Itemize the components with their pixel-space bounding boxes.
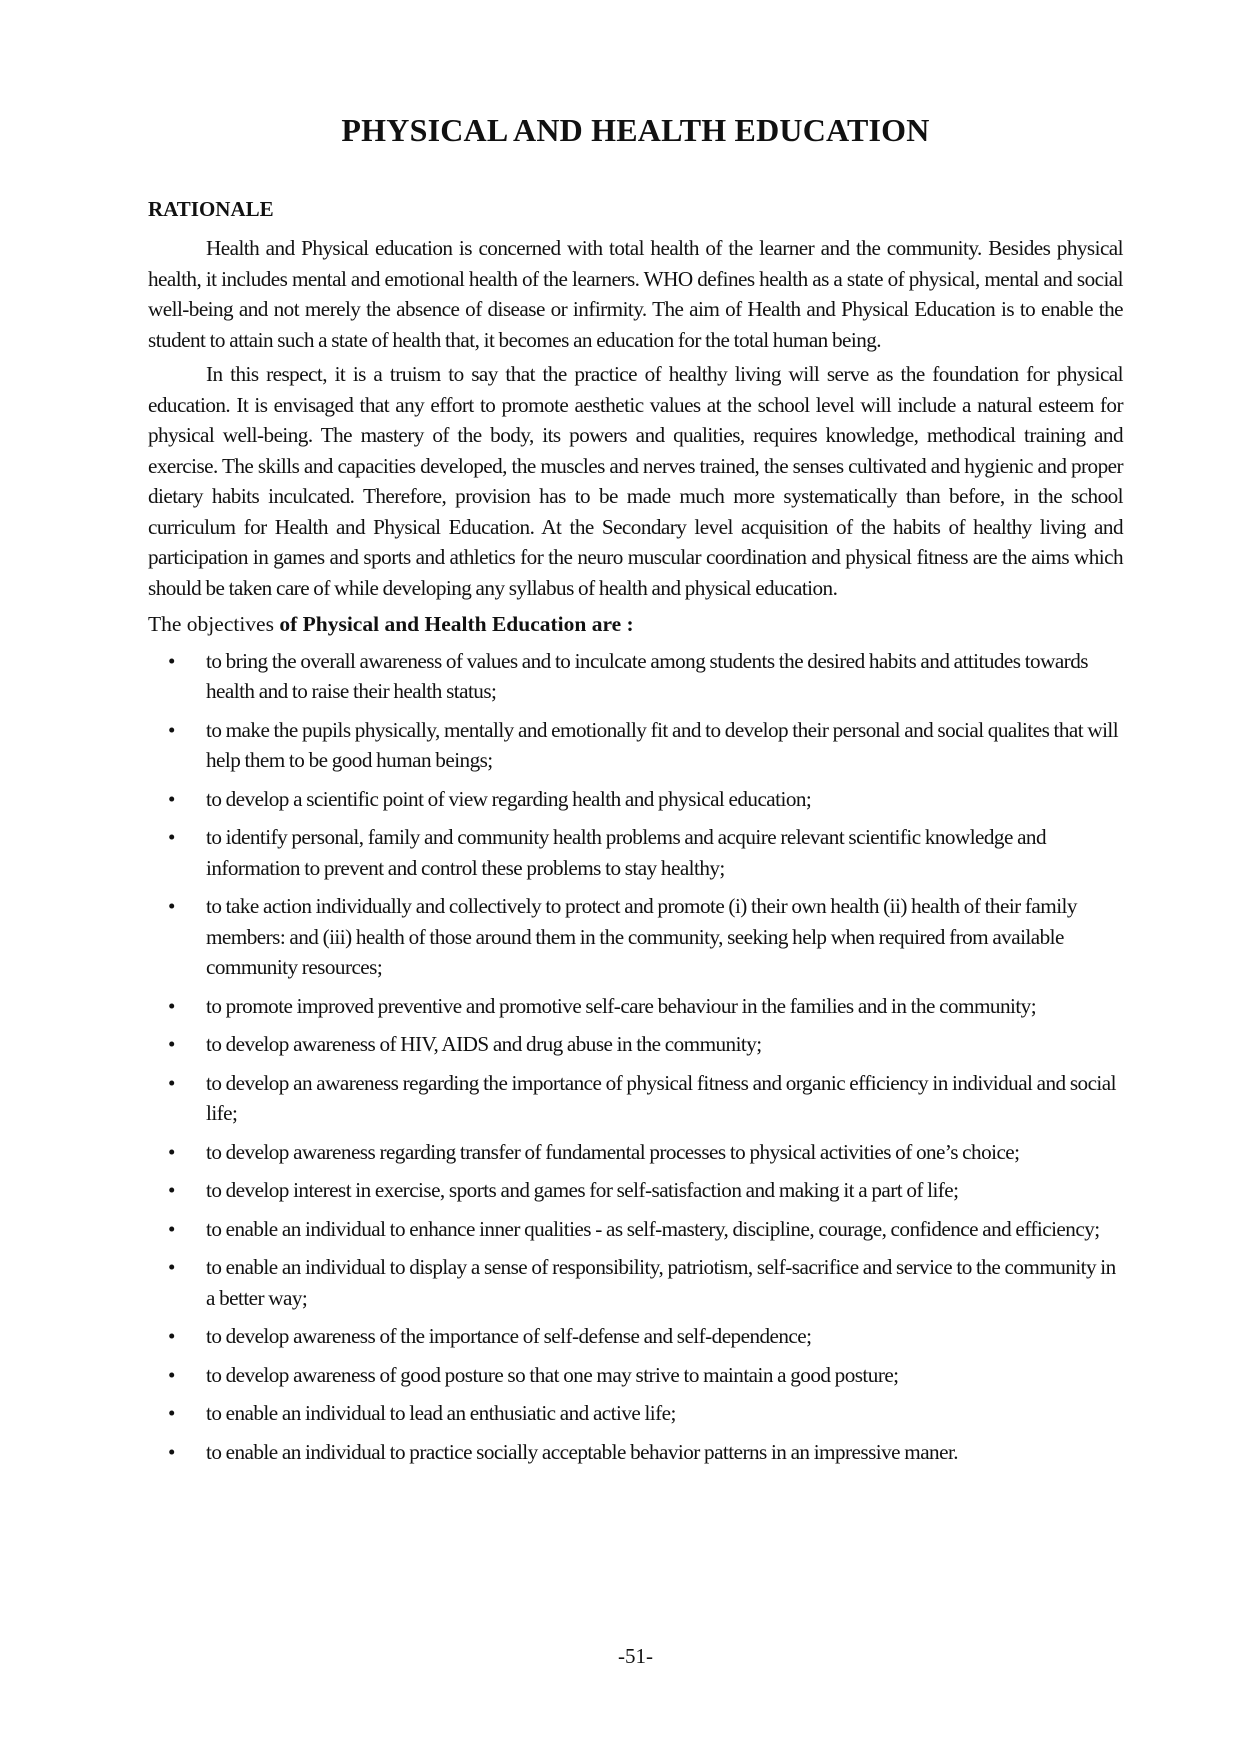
objective-text: to develop awareness regarding transfer of fundamental processes to physical activities of one’s choice; — [206, 1139, 1020, 1164]
bullet-icon: • — [168, 1401, 175, 1425]
bullet-icon: • — [168, 1032, 175, 1056]
objective-text: to take action individually and collectively to protect and promote (i) their own health (ii) health of their family members: and (iii) health of those around them in the community, seeking help when required from available community resources; — [206, 894, 1077, 979]
objective-item — [148, 1175, 1123, 1206]
bullet-icon: • — [168, 894, 175, 918]
objective-text: to promote improved preventive and promotive self-care behaviour in the families and in the community; — [206, 993, 1037, 1018]
bullet-icon: • — [168, 1216, 175, 1241]
objective-text: to develop a scientific point of view regarding health and physical education; — [206, 786, 812, 811]
rationale-paragraph-2: In this respect, it is a truism to say that the practice of healthy living will serve as the foundation for physical education. It is envisaged that any effort to promote aesthetic values at the school level will include a natural esteem for physical well-being. The mastery of the body, its powers and qualities, requires knowledge, methodical training and exercise. The skills and capacities developed, the muscles and nerves trained, the senses cultivated and hygienic and proper dietary habits inculcated. Therefore, provision has to be made much more systematically than before, in the school curriculum for Health and Physical Education. At the Secondary level acquisition of the habits of healthy living and participation in games and sports and athletics for the neuro muscular coordination and physical fitness are the aims which should be taken care of while developing any syllabus of health and physical education. — [148, 362, 1123, 600]
objective-text: to bring the overall awareness of values and to inculcate among students the desired habits and attitudes towards health and to raise their health status; — [206, 648, 1088, 703]
page-number: -51- — [618, 1644, 653, 1668]
bullet-icon: • — [168, 825, 175, 849]
objective-item — [148, 891, 1123, 983]
rationale-body — [148, 233, 1123, 1475]
objectives-intro-bold: of Physical and Health Education are : — [279, 612, 634, 636]
objective-text: to enable an individual to practice socially acceptable behavior patterns in an impressive maner. — [206, 1439, 959, 1464]
objective-item — [148, 646, 1123, 707]
objective-text: to enable an individual to display a sense of responsibility, patriotism, self-sacrifice and service to the community in a better way; — [206, 1255, 1116, 1310]
objective-text: to make the pupils physically, mentally and emotionally fit and to develop their personal and social qualites that will help them to be good human beings; — [206, 717, 1119, 772]
objective-text: to develop an awareness regarding the importance of physical fitness and organic efficiency in individual and social life; — [206, 1070, 1116, 1125]
objectives-intro — [148, 609, 1123, 640]
page-title: PHYSICAL AND HEALTH EDUCATION — [341, 112, 930, 148]
bullet-icon: • — [168, 1255, 175, 1279]
bullet-icon: • — [168, 1439, 175, 1464]
objective-item — [148, 1029, 1123, 1060]
objective-item — [148, 1398, 1123, 1429]
objective-item — [148, 822, 1123, 883]
bullet-icon: • — [168, 717, 175, 742]
bullet-icon: • — [168, 1324, 175, 1348]
objective-item — [148, 1068, 1123, 1129]
objective-item — [148, 1214, 1123, 1245]
objective-text: to develop interest in exercise, sports and games for self-satisfaction and making it a part of life; — [206, 1178, 959, 1202]
objective-item — [148, 1252, 1123, 1313]
objective-item — [148, 991, 1123, 1022]
rationale-paragraph-1: Health and Physical education is concerned with total health of the learner and the community. Besides physical health, it includes mental and emotional health of the learners. WHO defines health as a state of physical, mental and social well-being and not merely the absence of disease or infirmity. The aim of Health and Physical Education is to enable the student to attain such a state of health that, it becomes an education for the total human being. — [148, 236, 1123, 352]
bullet-icon: • — [168, 1362, 175, 1387]
objective-item — [148, 1137, 1123, 1168]
objectives-list — [148, 646, 1123, 1468]
objective-item — [148, 1437, 1123, 1468]
objective-item — [148, 715, 1123, 776]
objective-text: to develop awareness of the importance of self-defense and self-dependence; — [206, 1324, 812, 1348]
bullet-icon: • — [168, 993, 175, 1018]
objective-text: to develop awareness of good posture so that one may strive to maintain a good posture; — [206, 1362, 899, 1387]
objective-item — [148, 784, 1123, 815]
objective-item — [148, 1321, 1123, 1352]
bullet-icon: • — [168, 1139, 175, 1164]
bullet-icon: • — [168, 1070, 175, 1095]
objectives-intro-plain: The objectives — [148, 612, 280, 636]
objective-text: to enable an individual to enhance inner qualities - as self-mastery, discipline, courage, confidence and efficiency; — [206, 1216, 1100, 1241]
objective-text: to enable an individual to lead an enthusiatic and active life; — [206, 1401, 676, 1425]
bullet-icon: • — [168, 648, 175, 673]
objective-text: to identify personal, family and community health problems and acquire relevant scientific knowledge and information to prevent and control these problems to stay healthy; — [206, 825, 1047, 880]
rationale-heading: RATIONALE — [148, 197, 274, 221]
objective-text: to develop awareness of HIV, AIDS and drug abuse in the community; — [206, 1032, 762, 1056]
bullet-icon: • — [168, 786, 175, 811]
objective-item — [148, 1360, 1123, 1391]
bullet-icon: • — [168, 1178, 175, 1202]
